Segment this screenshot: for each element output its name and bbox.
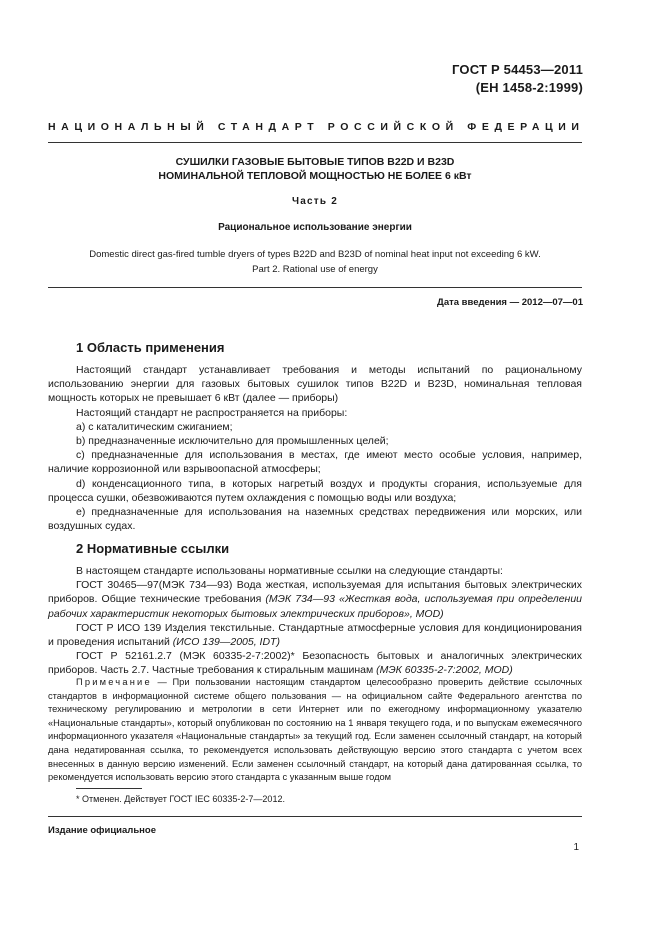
national-standard-banner: НАЦИОНАЛЬНЫЙ СТАНДАРТ РОССИЙСКОЙ ФЕДЕРАЦИИ bbox=[48, 121, 585, 133]
reference-1-source: (МЭК 734—93 «Жесткая вода, используемая при определении рабочих характеристик некоторых бытовых электрических приборов», MOD) bbox=[48, 593, 582, 620]
note-text: — При пользовании настоящим стандартом целесообразно проверить действие ссылочных стандартов в информационной системе общего пользования — на официальном сайте Федерального агентства по техническому регулированию и метрологии в сети Интернет или по ежегодному информационному указателю «Национальные стандарты», который опубликован по состоянию на 1 января текущего года, и по выпускам ежемесячного информационного указателя «Национальные стандарты» за текущий год. Если заменен ссылочный стандарт, на который дана недатированная ссылка, то рекомендуется использовать действующую версию этого стандарта с учетом всех внесенных в данную версию изменений. Если заменен ссылочный стандарт, на который дана датированная ссылка, то рекомендуется использовать версию этого стандарта с указанным выше годом bbox=[48, 677, 582, 783]
reference-3-source: (МЭК 60335-2-7:2002, MOD) bbox=[376, 664, 513, 677]
section-2-body bbox=[48, 564, 582, 678]
document-subtitle: Рациональное использование энергии bbox=[218, 222, 412, 233]
reference-1-text: ГОСТ 30465—97(МЭК 734—93) Вода жесткая, используемая для испытания бытовых электрических приборов. Общие технические требования bbox=[48, 579, 582, 606]
edition-label: Издание официальное bbox=[48, 825, 156, 836]
footer-divider bbox=[48, 816, 582, 817]
title-line-2: НОМИНАЛЬНОЙ ТЕПЛОВОЙ МОЩНОСТЬЮ НЕ БОЛЕЕ 6 кВт bbox=[158, 170, 472, 182]
list-item-c: с) предназначенные для использования в местах, где имеют место особые условия, например, наличие коррозионной или взрывоопасной атмосферы; bbox=[48, 449, 582, 476]
reference-2-source: (ИСО 139—2005, IDT) bbox=[172, 636, 280, 649]
title-line-1: СУШИЛКИ ГАЗОВЫЕ БЫТОВЫЕ ТИПОВ B22D И B23D bbox=[175, 156, 455, 168]
section-2-heading: 2 Нормативные ссылки bbox=[76, 541, 230, 556]
note-block bbox=[48, 676, 582, 785]
english-title-line-2: Part 2. Rational use of energy bbox=[252, 263, 378, 275]
reference-3 bbox=[48, 649, 582, 677]
standard-number: ГОСТ Р 54453—2011 bbox=[452, 62, 583, 77]
section-1-body bbox=[48, 363, 582, 533]
section-1-paragraph-2: Настоящий стандарт не распространяется на приборы: bbox=[76, 406, 348, 419]
reference-1 bbox=[48, 578, 582, 621]
note-paragraph bbox=[48, 676, 582, 785]
part-label: Часть 2 bbox=[292, 196, 338, 207]
english-title-line-1: Domestic direct gas-fired tumble dryers of types B22D and B23D of nominal heat input not exceeding 6 kW. bbox=[89, 249, 541, 260]
reference-3-text: ГОСТ Р 52161.2.7 (МЭК 60335-2-7:2002)* Безопасность бытовых и аналогичных электрических приборов. Часть 2.7. Частные требования к стиральным машинам bbox=[48, 650, 582, 677]
english-title bbox=[48, 248, 582, 277]
footnote: * Отменен. Действует ГОСТ IEC 60335-2-7—2012. bbox=[76, 794, 285, 804]
list-item-e: е) предназначенные для использования на наземных средствах передвижения или морских, или воздушных судах. bbox=[48, 506, 582, 533]
section-1-heading: 1 Область применения bbox=[76, 340, 225, 355]
page-number: 1 bbox=[573, 842, 579, 853]
list-item-b: b) предназначенные исключительно для промышленных целей; bbox=[76, 435, 389, 448]
reference-2 bbox=[48, 621, 582, 649]
note-label: Примечание bbox=[76, 677, 152, 687]
list-item-d: d) конденсационного типа, в которых нагретый воздух и продукты сгорания, используемые для процесса сушки, обезвоживаются путем охлаждения с помощью воды или воздуха; bbox=[48, 477, 582, 504]
reference-2-text: ГОСТ Р ИСО 139 Изделия текстильные. Стандартные атмосферные условия для кондиционирования и проведения испытаний bbox=[48, 621, 582, 649]
document-title bbox=[48, 155, 582, 183]
list-item-a: а) с каталитическим сжиганием; bbox=[76, 420, 233, 433]
introduction-date: Дата введения — 2012—07—01 bbox=[437, 297, 583, 308]
section-2-intro: В настоящем стандарте использованы нормативные ссылки на следующие стандарты: bbox=[76, 565, 503, 577]
footnote-divider bbox=[76, 788, 142, 789]
section-1-paragraph-1: Настоящий стандарт устанавливает требования и методы испытаний по рациональному использованию энергии для газовых бытовых сушилок типов B22D и B23D, номинальная тепловая мощность которых не превышает 6 кВт (далее — приборы) bbox=[48, 364, 582, 405]
standard-equivalent: (ЕН 1458-2:1999) bbox=[475, 80, 583, 95]
title-divider bbox=[48, 287, 582, 288]
header-divider bbox=[48, 142, 582, 143]
